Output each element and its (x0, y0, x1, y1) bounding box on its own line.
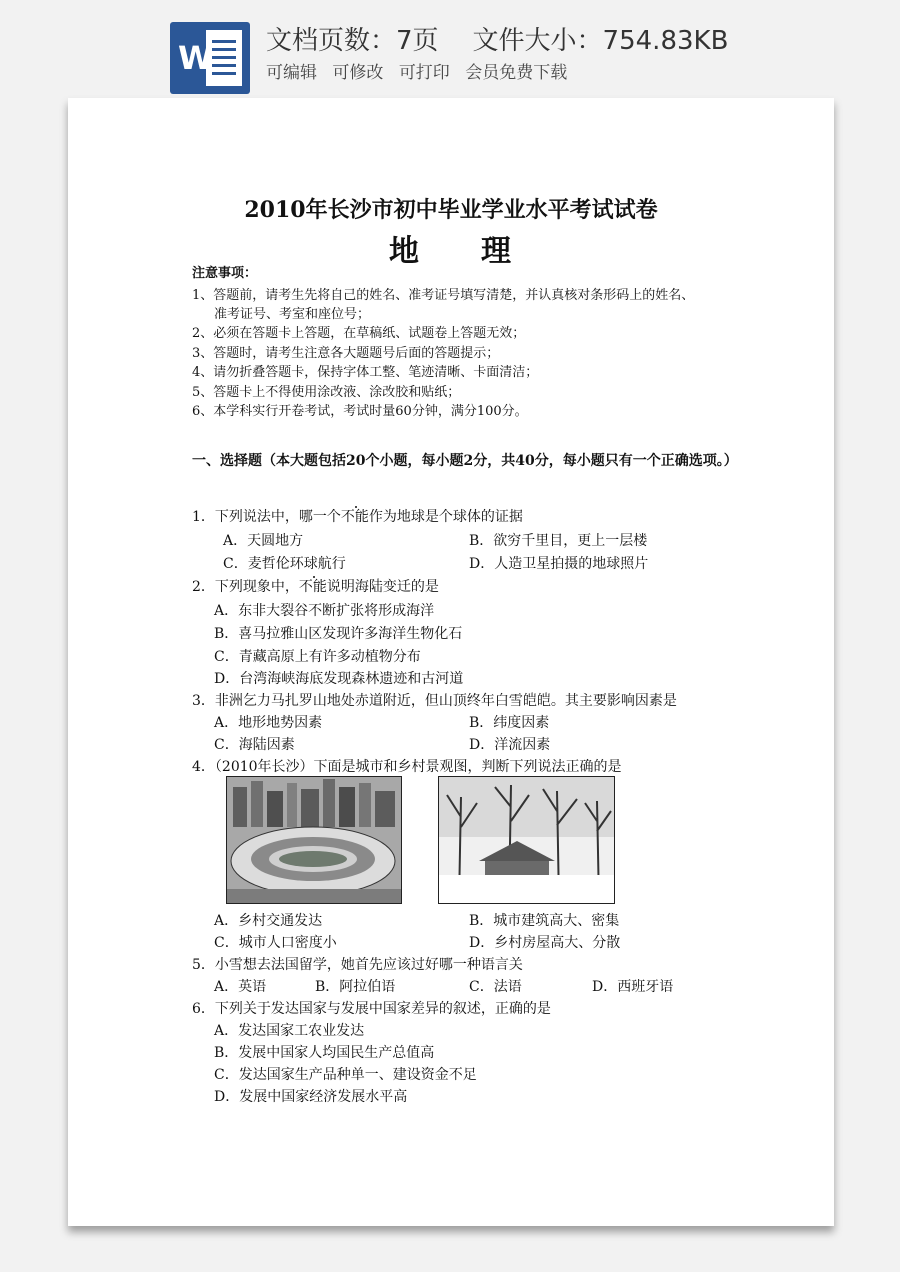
question-2: 2．下列现象中，不能说明海陆变迁的是 (192, 579, 439, 595)
exam-paper (68, 98, 834, 1226)
question-4: 4．（2010年长沙）下面是城市和乡村景观图，判断下列说法正确的是 (192, 759, 622, 775)
exam-title: 2010年长沙市初中毕业学业水平考试试卷 (244, 197, 658, 223)
city-stadium-photo (226, 776, 402, 904)
q1-option-c: C．麦哲伦环球航行 (223, 556, 346, 572)
q3-option-d: D．洋流因素 (469, 737, 551, 753)
note-4: 4、请勿折叠答题卡，保持字体工整、笔迹清晰、卡面清洁； (192, 365, 539, 380)
section-heading: 一、选择题（本大题包括20个小题，每小题2分，共40分，每小题只有一个正确选项。） (192, 453, 738, 469)
q5-option-a: A．英语 (214, 979, 267, 995)
subject-char-2: 理 (481, 234, 513, 269)
feature-free-download: 会员免费下载 (465, 63, 568, 83)
download-banner (0, 0, 900, 96)
q3-option-b: B．纬度因素 (469, 715, 550, 731)
emphasis-dot: 不能 (340, 509, 369, 525)
note-2: 2、必须在答题卡上答题，在草稿纸、试题卷上答题无效； (192, 326, 526, 341)
q4-option-d: D．乡村房屋高大、分散 (469, 935, 621, 951)
q5-option-b: B．阿拉伯语 (315, 979, 396, 995)
q6-option-c: C．发达国家生产品种单一、建设资金不足 (214, 1067, 477, 1083)
q3-option-c: C．海陆因素 (214, 737, 295, 753)
subject-char-1: 地 (389, 234, 421, 269)
q2-option-c: C．青藏高原上有许多动植物分布 (214, 649, 421, 665)
q3-option-a: A．地形地势因素 (214, 715, 323, 731)
q6-option-a: A．发达国家工农业发达 (214, 1023, 365, 1039)
file-info (266, 20, 886, 57)
notes-heading: 注意事项： (192, 266, 258, 281)
q1-option-a: A．天圆地方 (223, 533, 304, 549)
note-3: 3、答题时，请考生注意各大题题号后面的答题提示； (192, 346, 500, 361)
note-1-cont: 准考证号、考室和座位号； (214, 307, 371, 322)
note-6: 6、本学科实行开卷考试，考试时量60分钟，满分100分。 (192, 404, 528, 419)
page-count: 文档页数：7页 (266, 26, 439, 56)
file-size: 文件大小：754.83KB (472, 26, 729, 56)
question-5: 5．小雪想去法国留学，她首先应该过好哪一种语言关 (192, 957, 523, 973)
q2-option-b: B．喜马拉雅山区发现许多海洋生物化石 (214, 626, 463, 642)
question-6: 6．下列关于发达国家与发展中国家差异的叙述，正确的是 (192, 1001, 551, 1017)
note-5: 5、答题卡上不得使用涂改液、涂改胶和贴纸； (192, 385, 461, 400)
feature-editable: 可编辑 (266, 63, 317, 83)
q4-option-a: A．乡村交通发达 (214, 913, 323, 929)
q1-option-d: D．人造卫星拍摄的地球照片 (469, 556, 649, 572)
snowy-village-photo (438, 776, 615, 904)
q2-option-a: A．东非大裂谷不断扩张将形成海洋 (214, 603, 435, 619)
feature-list (266, 58, 886, 83)
note-1: 1、答题前，请考生先将自己的姓名、准考证号填写清楚，并认真核对条形码上的姓名、 (192, 288, 695, 303)
q2-option-d: D．台湾海峡海底发现森林遗迹和古河道 (214, 671, 464, 687)
feature-modifiable: 可修改 (332, 63, 384, 83)
q4-option-c: C．城市人口密度小 (214, 935, 337, 951)
word-document-icon (170, 22, 250, 94)
q6-option-b: B．发展中国家人均国民生产总值高 (214, 1045, 435, 1061)
q4-option-b: B．城市建筑高大、密集 (469, 913, 620, 929)
q6-option-d: D．发展中国家经济发展水平高 (214, 1089, 408, 1105)
q5-option-c: C．法语 (469, 979, 522, 995)
feature-printable: 可打印 (398, 63, 450, 83)
q5-option-d: D．西班牙语 (592, 979, 674, 995)
question-3: 3．非洲乞力马扎罗山地处赤道附近，但山顶终年白雪皑皑。其主要影响因素是 (192, 693, 677, 709)
q1-option-b: B．欲穷千里目，更上一层楼 (469, 533, 648, 549)
question-1: 1．下列说法中，哪一个不能作为地球是个球体的证据 (192, 509, 523, 525)
word-letter: W (178, 39, 214, 77)
emphasis-dot: 不能 (298, 579, 327, 595)
exam-subject (68, 226, 834, 270)
